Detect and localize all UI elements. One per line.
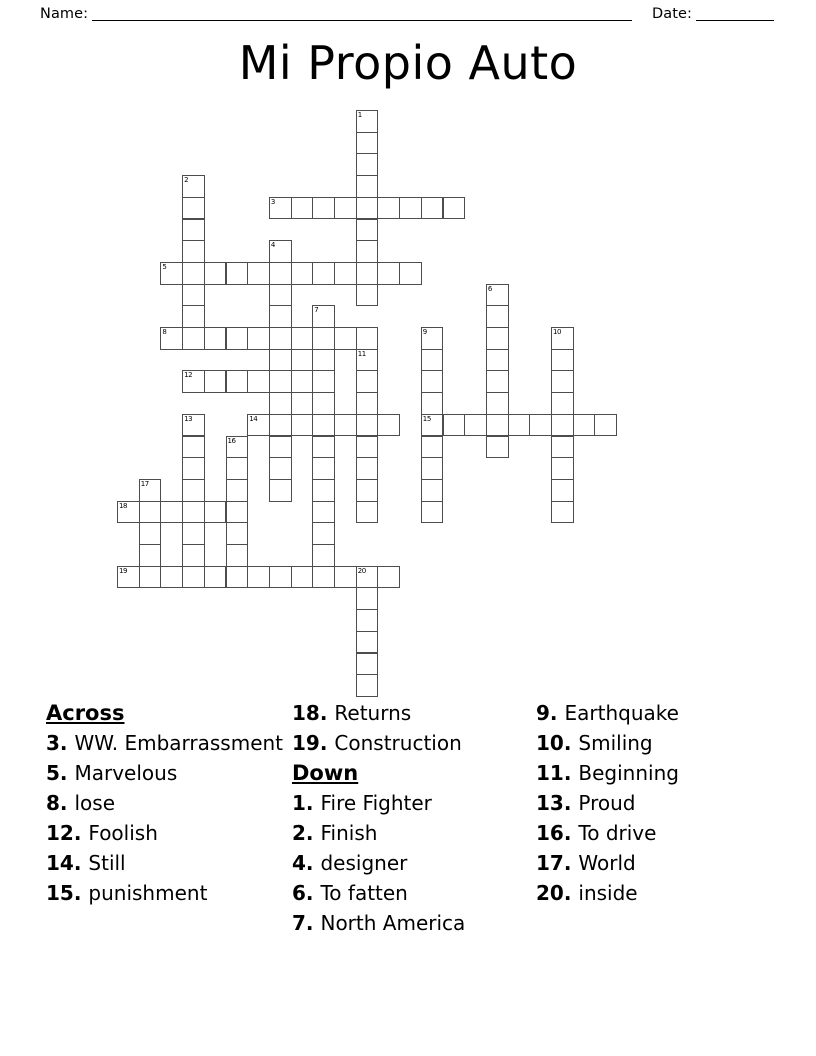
grid-cell[interactable] [377,414,400,437]
grid-cell[interactable] [486,349,509,372]
grid-cell[interactable] [486,392,509,415]
grid-cell[interactable] [356,436,379,459]
grid-cell[interactable] [312,501,335,524]
grid-cell[interactable] [182,501,205,524]
grid-cell[interactable] [486,327,509,350]
clue-text: Earthquake [564,701,679,725]
grid-cell[interactable] [269,240,292,263]
grid-cell[interactable] [356,501,379,524]
grid-cell[interactable] [312,392,335,415]
clue-across-8 [46,788,286,818]
grid-cell[interactable] [334,414,357,437]
clue-across-18 [292,698,530,728]
grid-cell[interactable] [356,284,379,307]
grid-cell[interactable] [334,262,357,285]
clue-text: North America [320,911,466,935]
grid-cell[interactable] [182,262,205,285]
grid-cell[interactable] [226,522,249,545]
grid-cell[interactable] [247,262,270,285]
clue-down-11 [536,758,772,788]
clue-text: To fatten [320,881,408,905]
grid-cell[interactable] [182,436,205,459]
grid-cell[interactable] [291,197,314,220]
clue-number: 20. [536,881,579,905]
clue-text: To drive [578,821,657,845]
grid-cell[interactable] [312,544,335,567]
grid-cell[interactable] [421,349,444,372]
grid-cell[interactable] [421,501,444,524]
grid-cell[interactable] [443,197,466,220]
grid-cell[interactable] [182,197,205,220]
grid-cell[interactable] [226,262,249,285]
clue-number: 14. [46,851,89,875]
grid-cell[interactable] [139,479,162,502]
grid-cell[interactable] [356,653,379,676]
grid-cell-number: 1 [357,111,362,119]
clue-down-9 [536,698,772,728]
grid-cell[interactable] [312,197,335,220]
clue-down-4 [292,848,530,878]
grid-cell[interactable] [226,457,249,480]
grid-cell[interactable] [312,479,335,502]
grid-cell[interactable] [182,175,205,198]
grid-cell[interactable] [508,414,531,437]
clue-text: Fire Fighter [320,791,432,815]
grid-cell-number: 12 [184,371,193,380]
grid-cell[interactable] [551,501,574,524]
grid-cell[interactable] [399,262,422,285]
grid-cell[interactable] [139,544,162,567]
clue-number: 10. [536,731,579,755]
grid-cell[interactable] [356,457,379,480]
grid-cell[interactable] [269,305,292,328]
grid-cell[interactable] [551,327,574,350]
grid-cell[interactable] [139,566,162,589]
grid-cell[interactable] [421,436,444,459]
grid-cell[interactable] [486,370,509,393]
grid-cell[interactable] [312,436,335,459]
grid-cell-number: 4 [270,241,275,250]
clue-column-3 [536,698,772,908]
grid-cell[interactable] [226,479,249,502]
clue-number: 7. [292,911,321,935]
grid-cell[interactable] [377,262,400,285]
clue-number: 18. [292,701,335,725]
clue-text: punishment [88,881,208,905]
grid-cell[interactable] [139,501,162,524]
grid-cell[interactable] [312,370,335,393]
clue-number: 11. [536,761,579,785]
clue-text: Construction [334,731,462,755]
grid-cell[interactable] [269,479,292,502]
grid-cell[interactable] [356,566,379,589]
grid-cell[interactable] [356,631,379,654]
grid-cell[interactable] [312,522,335,545]
clue-text: inside [578,881,638,905]
clue-down-17 [536,848,772,878]
grid-cell[interactable] [551,370,574,393]
grid-cell[interactable] [356,414,379,437]
clue-number: 5. [46,761,75,785]
grid-cell[interactable] [182,414,205,437]
grid-cell[interactable] [356,110,379,133]
grid-cell-number: 14 [249,414,258,423]
grid-cell[interactable] [377,197,400,220]
grid-cell[interactable] [356,197,379,220]
down-heading: Down [292,761,359,785]
grid-cell[interactable] [421,327,444,350]
clue-text: Foolish [88,821,158,845]
grid-cell[interactable] [182,544,205,567]
clue-number: 3. [46,731,75,755]
grid-cell[interactable] [486,305,509,328]
grid-cell[interactable] [269,436,292,459]
grid-cell-number: 15 [422,414,431,423]
grid-cell[interactable] [551,479,574,502]
grid-cell[interactable] [247,370,270,393]
grid-cell[interactable] [551,349,574,372]
clue-text: Finish [320,821,378,845]
clue-number: 12. [46,821,89,845]
grid-cell[interactable] [182,370,205,393]
clue-text: World [578,851,636,875]
grid-cell-number: 3 [270,197,275,206]
grid-cell[interactable] [226,566,249,589]
grid-cell[interactable] [204,566,227,589]
clues-section [0,698,816,938]
clue-column-2 [292,698,536,938]
grid-cell[interactable] [356,674,379,697]
clue-across-14 [46,848,286,878]
grid-cell[interactable] [421,479,444,502]
grid-cell[interactable] [204,327,227,350]
grid-cell-number: 7 [314,306,319,315]
grid-cell[interactable] [312,414,335,437]
grid-cell[interactable] [334,566,357,589]
clue-down-6 [292,878,530,908]
grid-cell[interactable] [399,197,422,220]
grid-cell[interactable] [421,370,444,393]
grid-cell[interactable] [204,262,227,285]
clue-text: Smiling [578,731,653,755]
grid-cell[interactable] [312,457,335,480]
grid-cell[interactable] [182,479,205,502]
grid-cell[interactable] [551,436,574,459]
grid-cell-number: 10 [553,328,562,336]
grid-cell[interactable] [464,414,487,437]
grid-cell[interactable] [269,327,292,350]
clue-across-3 [46,728,286,758]
clue-number: 8. [46,791,75,815]
grid-cell[interactable] [356,262,379,285]
grid-cell[interactable] [356,479,379,502]
grid-cell[interactable] [247,327,270,350]
grid-cell[interactable] [551,392,574,415]
grid-cell[interactable] [486,436,509,459]
grid-cell-number: 17 [140,479,149,488]
grid-cell[interactable] [334,197,357,220]
grid-cell[interactable] [312,327,335,350]
grid-cell[interactable] [182,284,205,307]
grid-cell[interactable] [594,414,617,437]
grid-cell[interactable] [529,414,552,437]
grid-cell[interactable] [356,327,379,350]
grid-cell[interactable] [160,566,183,589]
grid-cell[interactable] [226,370,249,393]
clue-number: 1. [292,791,321,815]
clue-text: Still [88,851,126,875]
grid-cell[interactable] [269,566,292,589]
grid-cell[interactable] [269,197,292,220]
grid-cell-number: 19 [119,566,128,575]
clue-down-10 [536,728,772,758]
across-heading: Across [46,701,125,725]
grid-cell[interactable] [356,349,379,372]
grid-cell-number: 8 [162,328,167,336]
grid-cell[interactable] [291,566,314,589]
clue-number: 6. [292,881,321,905]
clue-text: WW. Embarrassment [74,731,284,755]
grid-cell-number: 18 [119,501,128,510]
clue-across-5 [46,758,286,788]
clue-text: Returns [334,701,412,725]
grid-cell-number: 13 [184,414,193,423]
clue-text: Marvelous [74,761,178,785]
grid-cell[interactable] [117,501,140,524]
grid-cell[interactable] [421,457,444,480]
grid-cell[interactable] [291,262,314,285]
grid-cell[interactable] [291,414,314,437]
clue-text: designer [320,851,408,875]
grid-cell[interactable] [356,219,379,242]
grid-cell-number: 9 [422,328,427,336]
grid-cell[interactable] [247,566,270,589]
clue-down-20 [536,878,772,908]
grid-cell-number: 6 [487,284,492,293]
clue-number: 16. [536,821,579,845]
grid-cell[interactable] [182,240,205,263]
clue-number: 2. [292,821,321,845]
grid-cell[interactable] [226,501,249,524]
grid-cell[interactable] [356,175,379,198]
grid-cell[interactable] [269,414,292,437]
grid-cell[interactable] [421,392,444,415]
grid-cell[interactable] [312,305,335,328]
grid-cell[interactable] [139,522,162,545]
grid-cell[interactable] [269,284,292,307]
grid-cell[interactable] [421,197,444,220]
clue-down-2 [292,818,530,848]
grid-cell[interactable] [573,414,596,437]
clue-across-15 [46,878,286,908]
grid-cell[interactable] [182,522,205,545]
clue-number: 19. [292,731,335,755]
grid-cell[interactable] [182,457,205,480]
grid-cell[interactable] [551,457,574,480]
page-title: Mi Propio Auto [238,36,578,90]
grid-cell-number: 5 [162,262,167,271]
clue-number: 9. [536,701,565,725]
grid-cell[interactable] [226,544,249,567]
grid-cell[interactable] [182,327,205,350]
clue-column-1 [46,698,292,908]
grid-cell[interactable] [356,392,379,415]
grid-cell[interactable] [356,153,379,176]
grid-cell[interactable] [443,414,466,437]
grid-cell[interactable] [269,457,292,480]
grid-cell[interactable] [182,219,205,242]
grid-cell[interactable] [486,284,509,307]
grid-cell[interactable] [486,414,509,437]
grid-cell[interactable] [356,609,379,632]
grid-cell-number: 11 [357,349,366,358]
grid-cell[interactable] [269,370,292,393]
grid-cell[interactable] [182,305,205,328]
name-label: Name: [40,6,89,22]
grid-cell[interactable] [226,436,249,459]
grid-cell[interactable] [356,240,379,263]
date-label: Date: [651,6,692,22]
grid-cell[interactable] [551,414,574,437]
grid-cell[interactable] [247,414,270,437]
clue-text: lose [74,791,116,815]
grid-cell-number: 16 [227,436,236,445]
grid-cell[interactable] [160,327,183,350]
grid-cell[interactable] [291,370,314,393]
grid-cell[interactable] [377,566,400,589]
grid-cell[interactable] [204,501,227,524]
clue-across-19 [292,728,530,758]
clue-across-12 [46,818,286,848]
clue-number: 4. [292,851,321,875]
grid-cell[interactable] [269,262,292,285]
grid-cell[interactable] [356,132,379,155]
grid-cell[interactable] [356,370,379,393]
clue-number: 15. [46,881,89,905]
clue-number: 17. [536,851,579,875]
grid-cell[interactable] [356,587,379,610]
clue-down-16 [536,818,772,848]
clue-text: Beginning [578,761,679,785]
grid-cell[interactable] [269,392,292,415]
grid-cell[interactable] [312,566,335,589]
grid-cell[interactable] [182,566,205,589]
grid-cell[interactable] [291,327,314,350]
grid-cell[interactable] [269,349,292,372]
grid-cell[interactable] [160,501,183,524]
grid-cell[interactable] [117,566,140,589]
clue-down-13 [536,788,772,818]
grid-cell[interactable] [160,262,183,285]
clue-down-7 [292,908,530,938]
clue-text: Proud [578,791,636,815]
grid-cell[interactable] [312,262,335,285]
grid-cell-number: 20 [357,566,366,575]
grid-cell[interactable] [312,349,335,372]
grid-cell[interactable] [421,414,444,437]
grid-cell-number: 2 [184,176,189,185]
grid-cell[interactable] [226,327,249,350]
clue-number: 13. [536,791,579,815]
grid-cell[interactable] [334,327,357,350]
grid-cell[interactable] [204,370,227,393]
clue-down-1 [292,788,530,818]
